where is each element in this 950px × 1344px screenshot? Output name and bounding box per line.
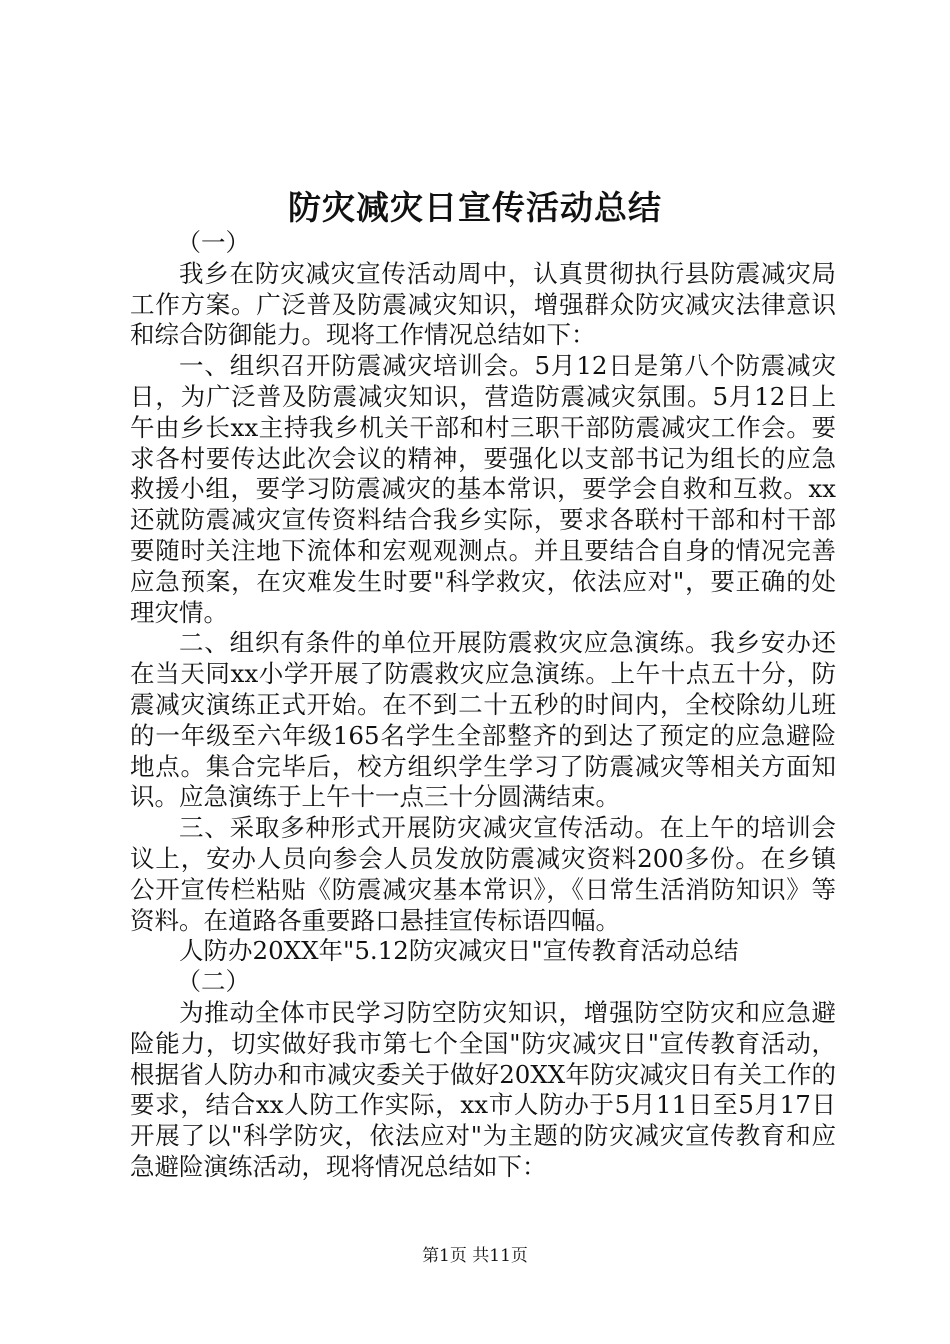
document-title: 防灾减灾日宣传活动总结	[288, 188, 662, 227]
paragraph-item-three: 三、采取多种形式开展防灾减灾宣传活动。在上午的培训会议上，安办人员向参会人员发放防震减灾资料200多份。在乡镇公开宣传栏粘贴《防震减灾基本常识》，《日常生活消防知识》等资料。在道路各重要路口悬挂宣传标语四幅。	[130, 813, 836, 935]
page-footer: 第1页 共11页	[422, 1246, 528, 1266]
section-label-one: （一）	[176, 228, 251, 257]
paragraph-item-one: 一、组织召开防震减灾培训会。5月12日是第八个防震减灾日，为广泛普及防震减灾知识，营造防震减灾氛围。5月12日上午由乡长xx主持我乡机关干部和村三职干部防震减灾工作会。要求各村要传达此次会议的精神，要强化以支部书记为组长的应急救援小组，要学习防震减灾的基本常识，要学会自救和互救。xx还就防震减灾宣传资料结合我乡实际，要求各联村干部和村干部要随时关注地下流体和宏观观测点。并且要结合自身的情况完善应急预案，在灾难发生时要"科学救灾，依法应对"，要正确的处理灾情。	[130, 351, 836, 627]
paragraph-intro: 我乡在防灾减灾宣传活动周中，认真贯彻执行县防震减灾局工作方案。广泛普及防震减灾知识，增强群众防灾减灾法律意识和综合防御能力。现将工作情况总结如下：	[130, 258, 836, 350]
paragraph-section-two-intro: 为推动全体市民学习防空防灾知识，增强防空防灾和应急避险能力，切实做好我市第七个全国"防灾减灾日"宣传教育活动，根据省人防办和市减灾委关于做好20XX年防灾减灾日有关工作的要求，结合xx人防工作实际，xx市人防办于5月11日至5月17日开展了以"科学防灾，依法应对"为主题的防灾减灾宣传教育和应急避险演练活动，现将情况总结如下：	[130, 997, 836, 1181]
paragraph-item-two: 二、组织有条件的单位开展防震救灾应急演练。我乡安办还在当天同xx小学开展了防震救灾应急演练。上午十点五十分，防震减灾演练正式开始。在不到二十五秒的时间内，全校除幼儿班的一年级至六年级165名学生全部整齐的到达了预定的应急避险地点。集合完毕后，校方组织学生学习了防震减灾等相关方面知识。应急演练于上午十一点三十分圆满结束。	[130, 628, 836, 812]
subheading-civil-defense: 人防办20XX年"5.12防灾减灾日"宣传教育活动总结	[179, 936, 739, 966]
section-label-two: （二）	[176, 967, 251, 997]
document-body	[130, 228, 836, 1183]
